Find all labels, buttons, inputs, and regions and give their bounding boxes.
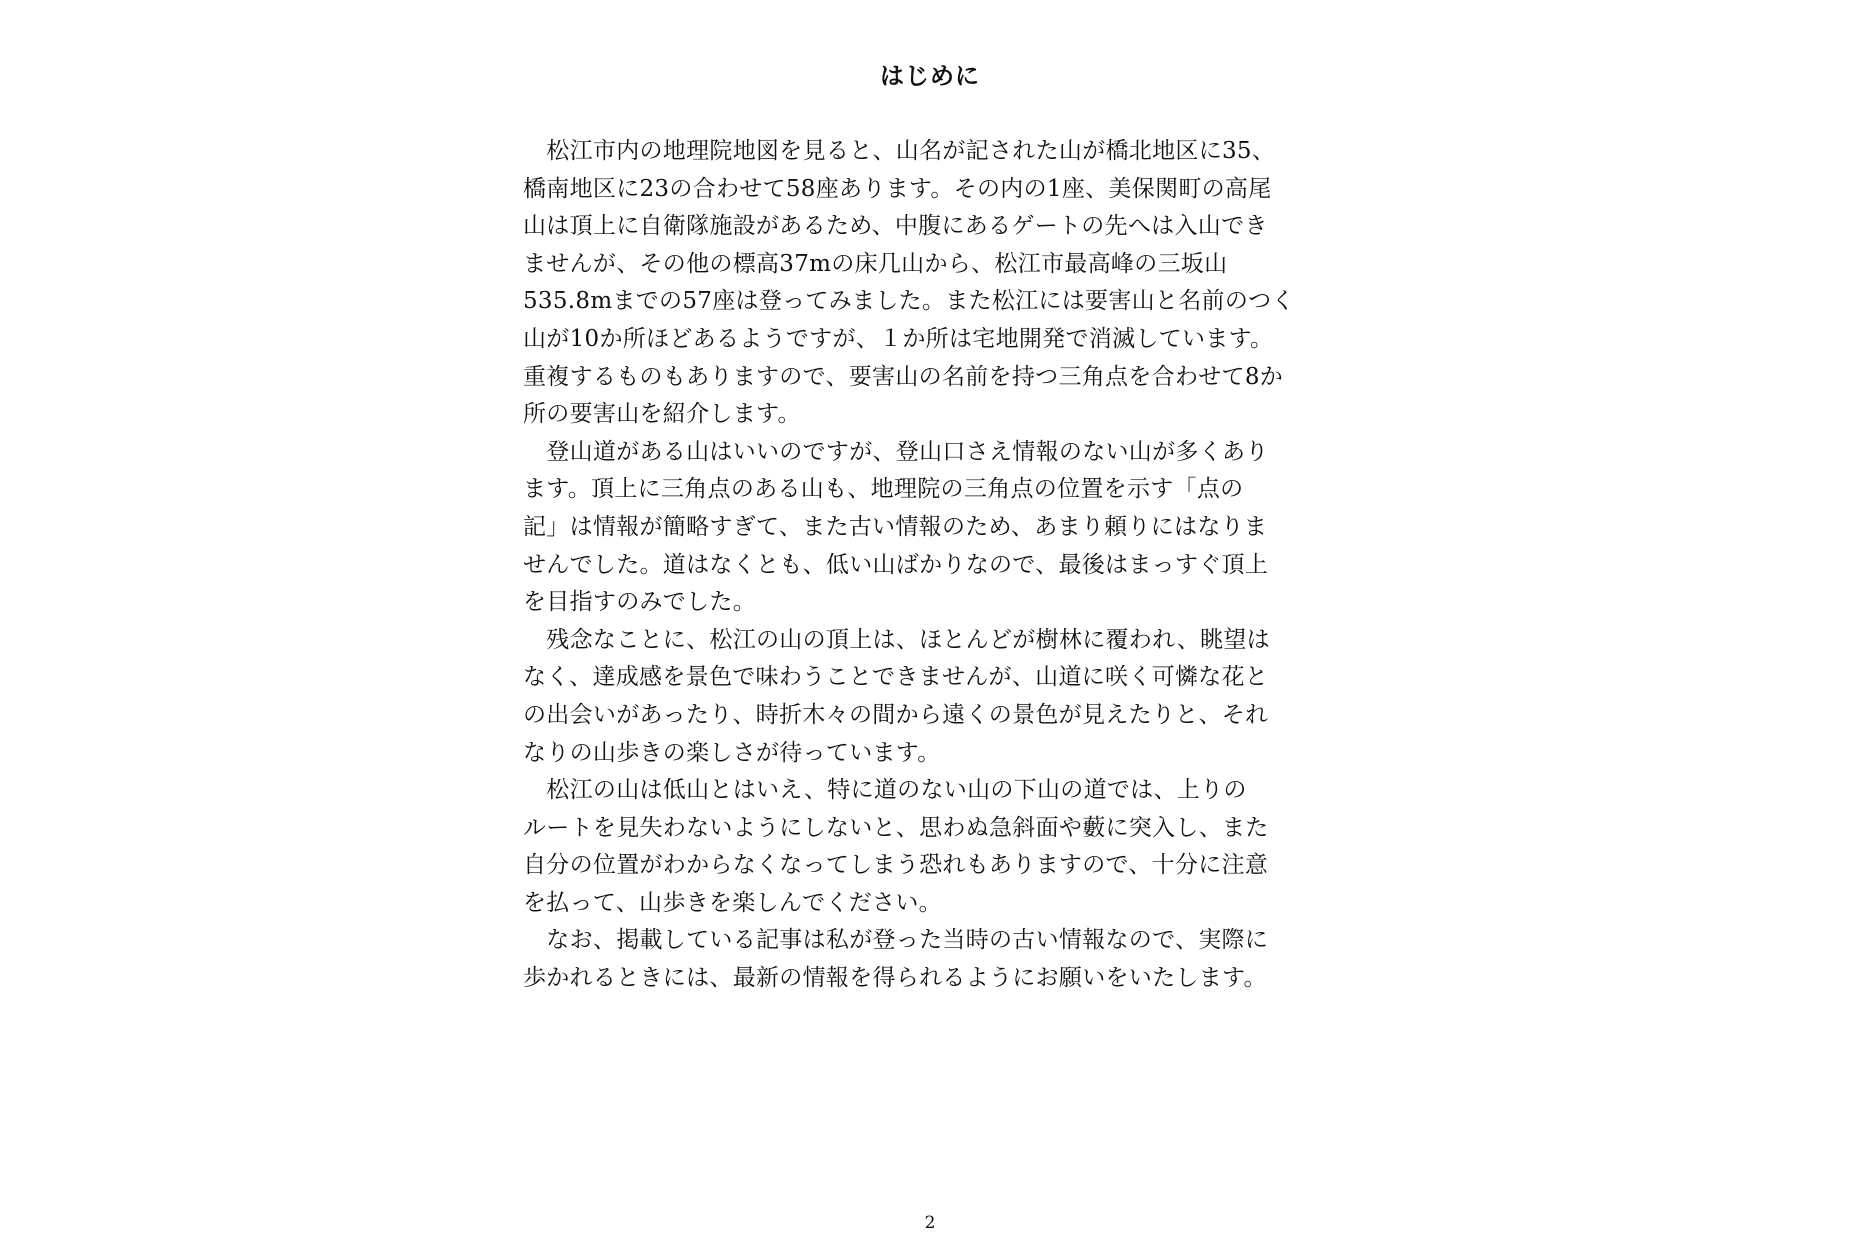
page-number: 2 bbox=[924, 1213, 936, 1233]
body-line: 松江市内の地理院地図を見ると、山名が記された山が橋北地区に35、 bbox=[523, 138, 1276, 164]
body-line: 山が10か所ほどあるようですが、１か所は宅地開発で消滅しています。 bbox=[523, 325, 1274, 352]
body-line: 山は頂上に自衛隊施設があるため、中腹にあるゲートの先へは入山でき bbox=[523, 213, 1268, 240]
body-line: の出会いがあったり、時折木々の間から遠くの景色が見えたりと、それ bbox=[523, 701, 1269, 728]
body-line: 記」は情報が簡略すぎて、また古い情報のため、あまり頼りにはなりま bbox=[523, 513, 1268, 540]
body-line: せんでした。道はなくとも、低い山ばかりなので、最後はまっすぐ頂上 bbox=[523, 551, 1269, 578]
body-line: ます。頂上に三角点のある山も、地理院の三角点の位置を示す「点の bbox=[523, 476, 1244, 503]
body-line: 所の要害山を紹介します。 bbox=[523, 401, 801, 428]
body-line: 松江の山は低山とはいえ、特に道のない山の下山の道では、上りの bbox=[523, 777, 1247, 804]
body-line: 自分の位置がわからなくなってしまう恐れもありますので、十分に注意 bbox=[523, 852, 1269, 879]
body-line: 重複するものもありますので、要害山の名前を持つ三角点を合わせて8か bbox=[523, 363, 1284, 390]
body-line: 登山道がある山はいいのですが、登山口さえ情報のない山が多くあり bbox=[523, 438, 1269, 465]
body-text bbox=[523, 133, 1343, 998]
body-line: 橋南地区に23の合わせて58座あります。その内の1座、美保関町の高尾 bbox=[523, 175, 1272, 202]
body-line: なお、掲載している記事は私が登った当時の古い情報なので、実際に bbox=[523, 927, 1269, 954]
body-line: 残念なことに、松江の山の頂上は、ほとんどが樹林に覆われ、眺望は bbox=[523, 626, 1270, 653]
body-line: なく、達成感を景色で味わうことできませんが、山道に咲く可憐な花と bbox=[523, 664, 1269, 691]
body-line: 歩かれるときには、最新の情報を得られるようにお願いをいたします。 bbox=[523, 965, 1267, 992]
body-line: ルートを見失わないようにしないと、思わぬ急斜面や藪に突入し、また bbox=[523, 814, 1269, 841]
body-line: 535.8mまでの57座は登ってみました。また松江には要害山と名前のつく bbox=[523, 288, 1295, 315]
body-line: を目指すのみでした。 bbox=[523, 589, 756, 616]
body-line: ませんが、その他の標高37mの床几山から、松江市最高峰の三坂山 bbox=[523, 250, 1228, 277]
body-line: を払って、山歩きを楽しんでください。 bbox=[523, 889, 942, 916]
page-heading: はじめに bbox=[880, 61, 980, 90]
body-line: なりの山歩きの楽しさが待っています。 bbox=[523, 739, 941, 766]
